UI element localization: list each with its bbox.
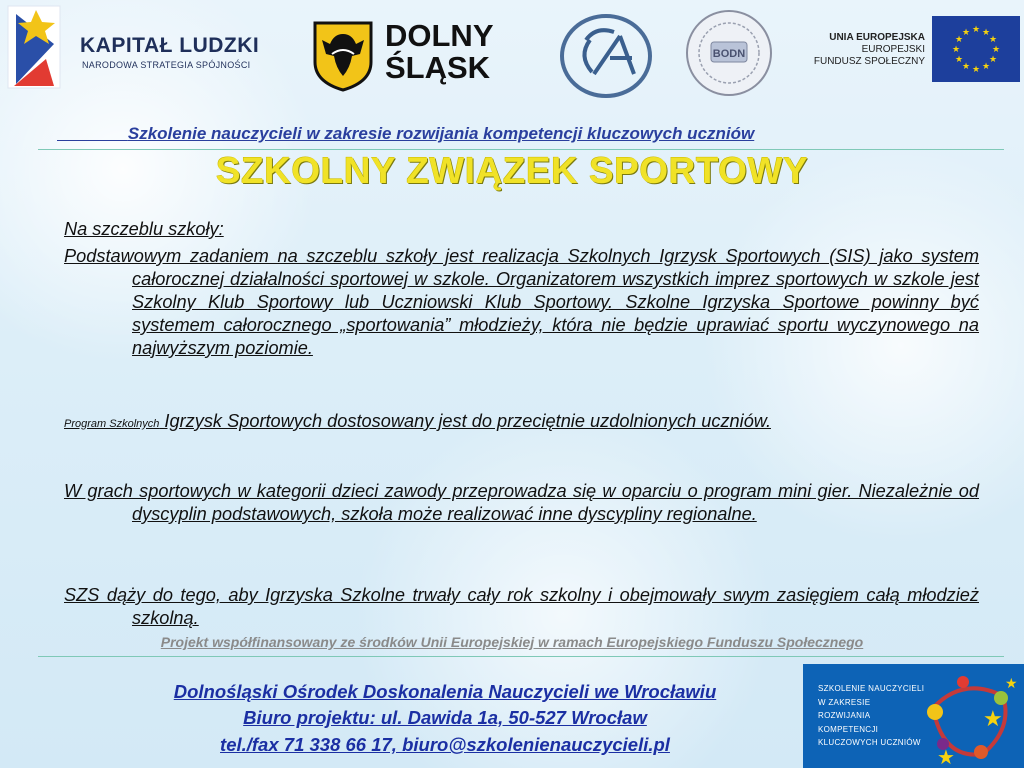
ga-monogram-logo-icon <box>556 12 656 100</box>
svg-text:★: ★ <box>981 62 991 72</box>
bottom-divider <box>38 656 1004 657</box>
header-logos <box>0 0 1024 112</box>
dolny-slask-title <box>385 20 494 84</box>
program-small-text: Program Szkolnych <box>64 418 160 430</box>
footer-address: Biuro projektu: ul. Dawida 1a, 50-527 Wrocław <box>243 707 647 728</box>
molecule-stars-icon <box>913 668 1023 766</box>
dolny-slask-eagle-icon <box>312 20 374 92</box>
kapital-ludzki-subtitle: NARODOWA STRATEGIA SPÓJNOŚCI <box>82 60 251 70</box>
program-rest-text: Igrzysk Sportowych dostosowany jest do przeciętnie uzdolnionych uczniów. <box>159 411 771 431</box>
training-subtitle-text: Szkolenie nauczycieli w zakresie rozwijania kompetencji kluczowych uczniów <box>127 124 755 143</box>
svg-text:★: ★ <box>971 25 981 35</box>
project-cofinancing-note: Projekt współfinansowany ze środków Unii Europejskiej w ramach Europejskiego Funduszu Społecznego <box>160 634 864 650</box>
svg-text:★: ★ <box>954 55 964 65</box>
corner-logo-text: SZKOLENIE NAUCZYCIELI W ZAKRESIE ROZWIJANIA KOMPETENCJI KLUCZOWYCH UCZNIÓW <box>818 684 925 747</box>
svg-text:★: ★ <box>954 35 964 45</box>
svg-text:★: ★ <box>961 62 971 72</box>
bodn-label: BODN <box>712 48 746 60</box>
level-heading: Na szczeblu szkoły: <box>64 219 224 239</box>
paragraph-main-task: Podstawowym zadaniem na szczeblu szkoły jest realizacja Szkolnych Igrzysk Sportowych (SIS) jako system całorocznej działalności sportowej w szkole. Organizatorem wszystkich imprez sportowych w szkole jest Szkolny Klub Sportowy lub Uczniowski Klub Sportowy. Szkolne Igrzyska Sportowe powinny być systemem całorocznego „sportowania” młodzieży, która nie będzie uprawiać sportu wyczynowego na najwyższym poziomie. <box>64 246 979 358</box>
eu-fund-text <box>795 32 925 68</box>
footer-contact: tel./fax 71 338 66 17, biuro@szkolenienauczycieli.pl <box>220 734 670 755</box>
kapital-ludzki-logo-icon <box>6 4 62 90</box>
training-subtitle <box>57 124 973 144</box>
paragraph-program <box>64 410 979 436</box>
svg-text:★: ★ <box>937 745 955 766</box>
eu-line1: UNIA EUROPEJSKA <box>829 32 925 43</box>
svg-text:★: ★ <box>981 28 991 38</box>
svg-text:★: ★ <box>988 55 998 65</box>
eu-line2: EUROPEJSKI <box>861 44 925 55</box>
dolny-slask-line2: ŚLĄSK <box>385 50 491 85</box>
svg-text:★: ★ <box>988 35 998 45</box>
svg-text:★: ★ <box>951 45 961 55</box>
svg-text:★: ★ <box>991 45 1001 55</box>
footer-institution: Dolnośląski Ośrodek Doskonalenia Nauczycieli we Wrocławiu <box>173 681 717 702</box>
eu-flag-icon <box>932 16 1020 82</box>
svg-text:★: ★ <box>961 28 971 38</box>
paragraph-mini-games: W grach sportowych w kategorii dzieci zawody przeprowadza się w oparciu o program mini gier. Niezależnie od dyscyplin podstawowych, szkoła może realizować inne dyscypliny regionalne. <box>64 481 979 524</box>
eu-line3: FUNDUSZ SPOŁECZNY <box>813 56 925 67</box>
svg-text:★: ★ <box>983 707 1003 732</box>
svg-text:★: ★ <box>971 65 981 75</box>
bodn-seal-logo-icon <box>684 8 774 98</box>
svg-text:★: ★ <box>1005 676 1018 692</box>
page-title: SZKOLNY ZWIĄZEK SPORTOWY <box>215 150 809 191</box>
dolny-slask-line1: DOLNY <box>385 18 494 53</box>
paragraph-szs-goal: SZS dąży do tego, aby Igrzyska Szkolne trwały cały rok szkolny i obejmowały swym zasięgiem całą młodzież szkolną. <box>64 585 979 628</box>
kapital-ludzki-title: KAPITAŁ LUDZKI <box>80 34 260 57</box>
